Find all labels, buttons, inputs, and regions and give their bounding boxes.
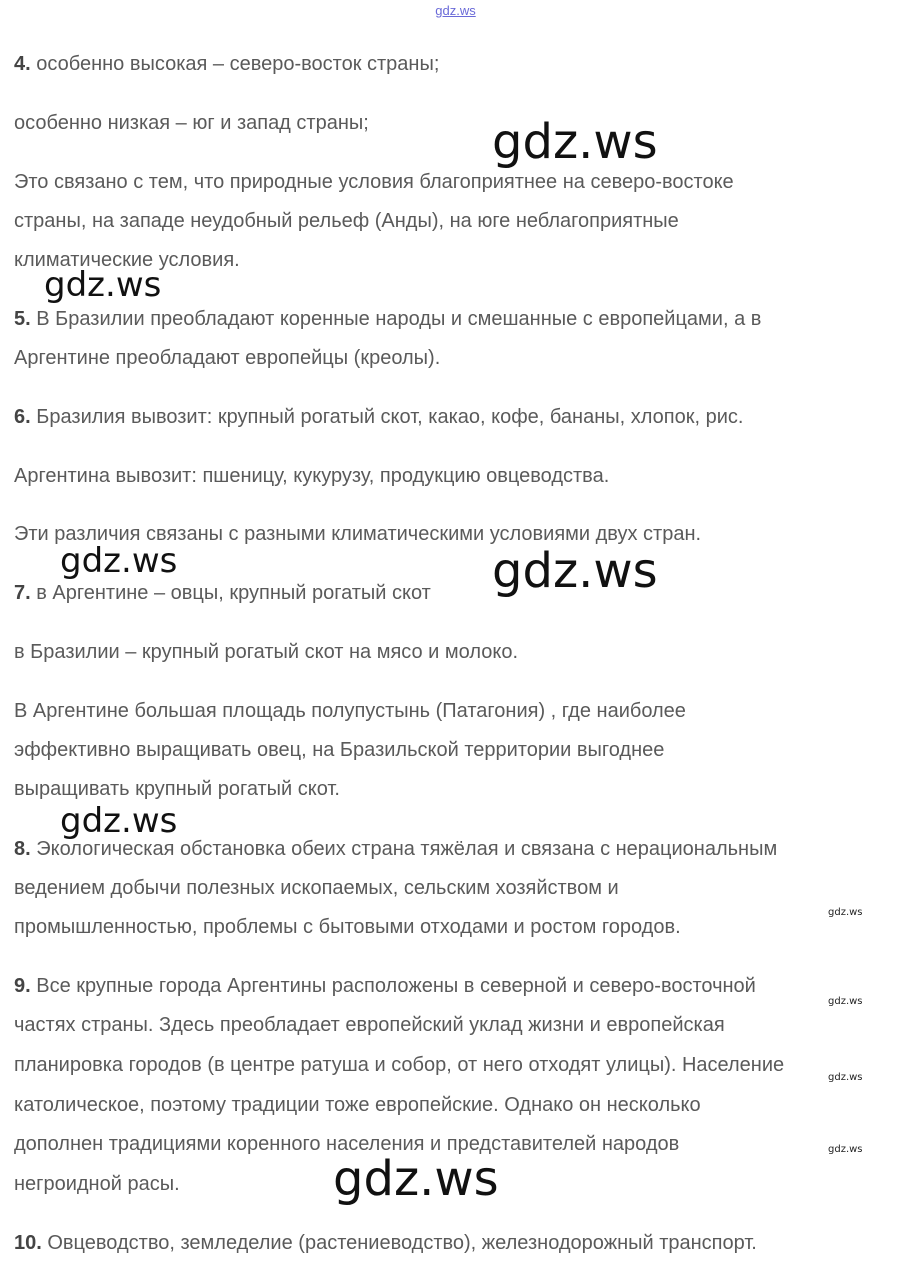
- answer-9-number: 9.: [14, 975, 31, 997]
- answer-6-number: 6.: [14, 406, 31, 428]
- answer-4-line-3: Это связано с тем, что природные условия благоприятнее на северо-востоке: [14, 171, 734, 193]
- answer-7-line-2: в Бразилии – крупный рогатый скот на мясо и молоко.: [14, 641, 519, 663]
- answer-9-line-5: дополнен традициями коренного населения и представителей народов: [14, 1133, 680, 1155]
- site-mark-link[interactable]: gdz.ws: [435, 3, 476, 18]
- answer-9-line-3: планировка городов (в центре ратуша и собор, от него отходят улицы). Население: [14, 1054, 785, 1076]
- answer-4-line-5: климатические условия.: [14, 249, 240, 271]
- watermark: gdz.ws: [828, 996, 863, 1007]
- answer-4-line-2: особенно низкая – юг и запад страны;: [14, 112, 369, 134]
- watermark: gdz.ws: [60, 801, 178, 841]
- watermark: gdz.ws: [60, 541, 178, 581]
- answer-9-line-2: частях страны. Здесь преобладает европейский уклад жизни и европейская: [14, 1014, 725, 1036]
- watermark: gdz.ws: [44, 265, 162, 305]
- answer-5-line-2: Аргентине преобладают европейцы (креолы).: [14, 347, 441, 369]
- answer-5-line-1: [14, 307, 761, 331]
- answer-7-line-5: выращивать крупный рогатый скот.: [14, 778, 340, 800]
- answer-10-number: 10.: [14, 1232, 42, 1254]
- answer-8-number: 8.: [14, 838, 31, 860]
- answer-7-number: 7.: [14, 582, 31, 604]
- watermark: gdz.ws: [333, 1151, 499, 1207]
- answer-8-text-1: Экологическая обстановка обеих страна тяжёлая и связана с нерациональным: [36, 838, 778, 860]
- watermark: gdz.ws: [828, 1072, 863, 1083]
- answer-4-line-1: [14, 52, 439, 76]
- watermark: gdz.ws: [492, 114, 658, 170]
- answer-9-text-1: Все крупные города Аргентины расположены в северной и северо-восточной: [36, 975, 756, 997]
- answer-5-text-1: В Бразилии преобладают коренные народы и смешанные с европейцами, а в: [36, 308, 762, 330]
- watermark: gdz.ws: [492, 543, 658, 599]
- answer-10-line-1: [14, 1231, 757, 1255]
- answer-6-line-1: [14, 405, 743, 429]
- answer-6-line-2: Аргентина вывозит: пшеницу, кукурузу, продукцию овцеводства.: [14, 465, 610, 487]
- answer-9-line-1: [14, 974, 756, 998]
- answer-4-line-4: страны, на западе неудобный рельеф (Анды), на юге неблагоприятные: [14, 210, 679, 232]
- answer-8-line-3: промышленностью, проблемы с бытовыми отходами и ростом городов.: [14, 916, 681, 938]
- answer-7-line-3: В Аргентине большая площадь полупустынь (Патагония) , где наиболее: [14, 700, 686, 722]
- answer-9-line-6: негроидной расы.: [14, 1173, 180, 1195]
- answer-5-number: 5.: [14, 308, 31, 330]
- answer-9-line-4: католическое, поэтому традиции тоже европейские. Однако он несколько: [14, 1094, 701, 1116]
- watermark: gdz.ws: [828, 1144, 863, 1155]
- answer-8-line-2: ведением добычи полезных ископаемых, сельским хозяйством и: [14, 877, 619, 899]
- answer-7-text-1: в Аргентине – овцы, крупный рогатый скот: [36, 582, 431, 604]
- answer-4-number: 4.: [14, 53, 31, 75]
- answer-6-text-1: Бразилия вывозит: крупный рогатый скот, какао, кофе, бананы, хлопок, рис.: [36, 406, 744, 428]
- answer-7-line-4: эффективно выращивать овец, на Бразильской территории выгоднее: [14, 739, 665, 761]
- answer-6-line-3: Эти различия связаны с разными климатическими условиями двух стран.: [14, 523, 702, 545]
- answer-7-line-1: [14, 581, 431, 605]
- answer-10-text-1: Овцеводство, земледелие (растениеводство), железнодорожный транспорт.: [47, 1232, 757, 1254]
- watermark: gdz.ws: [828, 907, 863, 918]
- answer-4-text-1: особенно высокая – северо-восток страны;: [36, 53, 440, 75]
